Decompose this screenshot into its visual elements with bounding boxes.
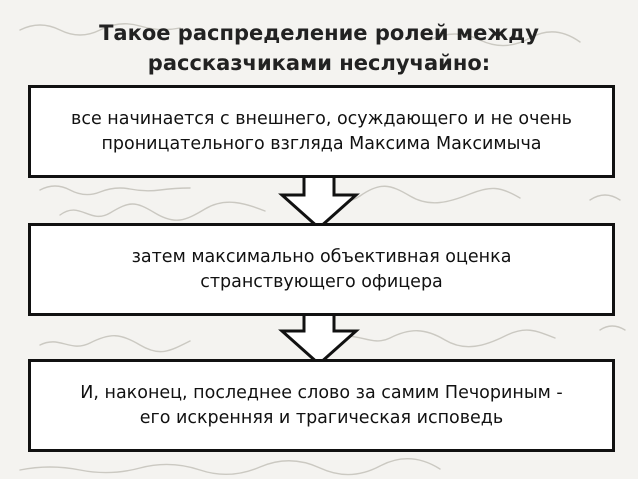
step-box-1 bbox=[28, 85, 615, 178]
step-1-line-2: проницательного взгляда Максима Максимыча bbox=[101, 133, 542, 154]
step-3-line-2: его искренняя и трагическая исповедь bbox=[139, 407, 504, 428]
diagram-title bbox=[0, 18, 638, 78]
title-line-1: Такое распределение ролей между bbox=[99, 21, 539, 45]
step-1-line-1: все начинается с внешнего, осуждающего и не очень bbox=[71, 108, 572, 129]
step-box-2 bbox=[28, 223, 615, 316]
step-3-line-1: И, наконец, последнее слово за самим Печориным - bbox=[80, 382, 563, 403]
title-line-2: рассказчиками неслучайно: bbox=[147, 51, 491, 75]
step-2-line-1: затем максимально объективная оценка bbox=[131, 246, 512, 267]
step-box-3 bbox=[28, 359, 615, 452]
step-2-line-2: странствующего офицера bbox=[200, 271, 443, 292]
